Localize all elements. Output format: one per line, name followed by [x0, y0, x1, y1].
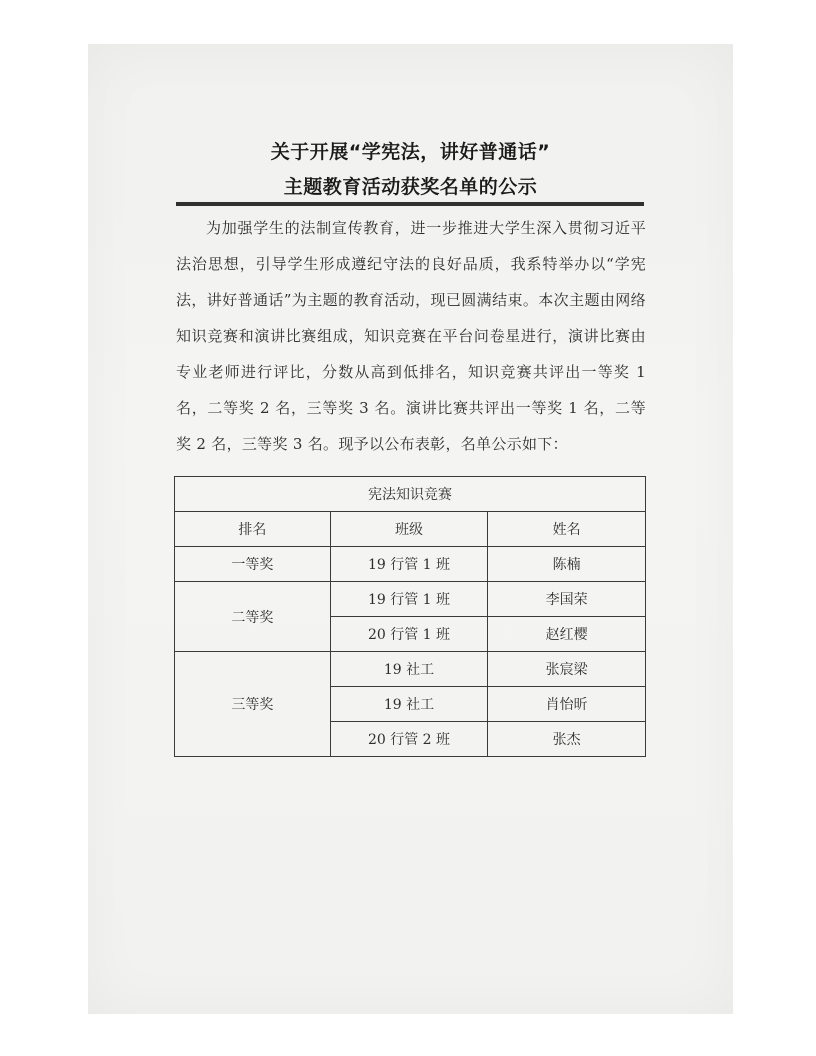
table-row: [175, 652, 646, 687]
document-title-line-2: 主题教育活动获奖名单的公示: [283, 176, 538, 198]
header-class: 班级: [330, 512, 488, 547]
name-cell: 张宸梁: [488, 652, 646, 687]
header-rank: 排名: [175, 512, 331, 547]
name-cell: 赵红樱: [488, 617, 646, 652]
name-cell: 李国荣: [488, 582, 646, 617]
class-cell: 19 社工: [330, 652, 488, 687]
class-cell: 19 行管 1 班: [330, 582, 488, 617]
class-cell: 19 社工: [330, 687, 488, 722]
rank-cell-first: 一等奖: [175, 547, 331, 582]
table-caption: 宪法知识竞赛: [175, 477, 646, 512]
class-cell: 20 行管 2 班: [330, 722, 488, 757]
header-name: 姓名: [488, 512, 646, 547]
name-cell: 张杰: [488, 722, 646, 757]
name-cell: 陈楠: [488, 547, 646, 582]
document-title-line-1: 关于开展“学宪法，讲好普通话”: [270, 141, 551, 163]
body-paragraph: 为加强学生的法制宣传教育，进一步推进大学生深入贯彻习近平法治思想，引导学生形成遵纪守法的良好品质，我系特举办以“学宪法，讲好普通话”为主题的教育活动，现已圆满结束。本次主题由网络知识竞赛和演讲比赛组成，知识竞赛在平台问卷星进行，演讲比赛由专业老师进行评比，分数从高到低排名，知识竞赛共评出一等奖 1 名，二等奖 2 名，三等奖 3 名。演讲比赛共评出一等奖 1 名，二等奖 2 名，三等奖 3 名。现予以公布表彰，名单公示如下：: [176, 219, 646, 453]
award-table: [174, 476, 646, 757]
rank-cell-second: 二等奖: [175, 582, 331, 652]
title-divider: [176, 202, 644, 206]
class-cell: 20 行管 1 班: [330, 617, 488, 652]
document-page: [88, 44, 733, 1014]
rank-cell-third: 三等奖: [175, 652, 331, 757]
table-row: [175, 547, 646, 582]
class-cell: 19 行管 1 班: [330, 547, 488, 582]
table-row: [175, 582, 646, 617]
name-cell: 肖怡昕: [488, 687, 646, 722]
